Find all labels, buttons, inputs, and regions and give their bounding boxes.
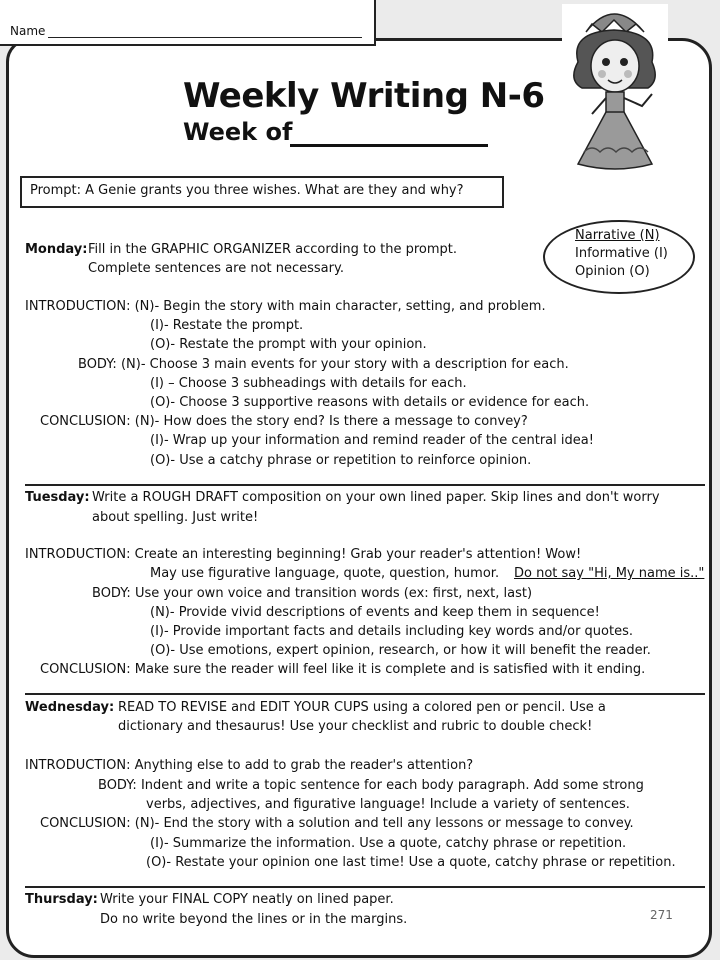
wednesday-row-1: INTRODUCTION: Anything else to add to grab the reader's attention? (25, 758, 474, 773)
week-of-label: Week of (183, 118, 293, 146)
wednesday-row-5: (I)- Summarize the information. Use a quote, catchy phrase or repetition. (150, 836, 627, 851)
tuesday-underlined-note: Do not say "Hi, My name is.." (514, 566, 705, 581)
wednesday-row-3: verbs, adjectives, and figurative language! Include a variety of sentences. (146, 797, 630, 812)
week-of-line[interactable] (290, 144, 488, 147)
prompt-box (20, 176, 504, 208)
wednesday-row-4: CONCLUSION: (N)- End the story with a solution and tell any lessons or message to convey. (40, 816, 634, 831)
name-label: Name (10, 24, 46, 38)
thursday-line-2: Do no write beyond the lines or in the margins. (100, 912, 408, 927)
writing-type-legend (543, 220, 695, 294)
page-title: Weekly Writing N-6 (183, 76, 545, 116)
wednesday-line-2: dictionary and thesaurus! Use your checklist and rubric to double check! (118, 719, 593, 734)
tuesday-row-1: INTRODUCTION: Create an interesting beginning! Grab your reader's attention! Wow! (25, 547, 582, 562)
monday-row-5: (I) – Choose 3 subheadings with details for each. (150, 376, 467, 391)
monday-row-1: INTRODUCTION: (N)- Begin the story with main character, setting, and problem. (25, 299, 546, 314)
wednesday-row-2: BODY: Indent and write a topic sentence for each body paragraph. Add some strong (98, 778, 644, 793)
divider (25, 693, 705, 695)
monday-row-7: CONCLUSION: (N)- How does the story end? Is there a message to convey? (40, 414, 528, 429)
tuesday-line-1: Write a ROUGH DRAFT composition on your own lined paper. Skip lines and don't worry (92, 490, 660, 505)
monday-row-8: (I)- Wrap up your information and remind reader of the central idea! (150, 433, 594, 448)
wednesday-label: Wednesday: (25, 700, 115, 715)
page-number: 271 (650, 908, 673, 922)
divider (25, 886, 705, 888)
name-box (0, 0, 376, 46)
tuesday-row-6: (O)- Use emotions, expert opinion, research, or how it will benefit the reader. (150, 643, 651, 658)
monday-row-4: BODY: (N)- Choose 3 main events for your story with a description for each. (78, 357, 569, 372)
legend-informative: Informative (I) (575, 246, 668, 261)
monday-row-6: (O)- Choose 3 supportive reasons with details or evidence for each. (150, 395, 590, 410)
divider (25, 484, 705, 486)
wednesday-row-6: (O)- Restate your opinion one last time! Use a quote, catchy phrase or repetition. (146, 855, 676, 870)
legend-narrative: Narrative (N) (575, 228, 660, 243)
thursday-label: Thursday: (25, 892, 98, 907)
monday-row-3: (O)- Restate the prompt with your opinion. (150, 337, 427, 352)
monday-line-1: Fill in the GRAPHIC ORGANIZER according to the prompt. (88, 242, 458, 257)
tuesday-row-3: BODY: Use your own voice and transition words (ex: first, next, last) (92, 586, 533, 601)
monday-line-2: Complete sentences are not necessary. (88, 261, 344, 276)
genie-girl-illustration (556, 2, 674, 172)
tuesday-label: Tuesday: (25, 490, 90, 505)
tuesday-row-7: CONCLUSION: Make sure the reader will feel like it is complete and is satisfied with it ending. (40, 662, 646, 677)
monday-label: Monday: (25, 242, 88, 257)
tuesday-line-2: about spelling. Just write! (92, 510, 259, 525)
thursday-line-1: Write your FINAL COPY neatly on lined paper. (100, 892, 394, 907)
legend-opinion: Opinion (O) (575, 264, 650, 279)
tuesday-row-2: May use figurative language, quote, question, humor. (150, 566, 500, 581)
name-line[interactable] (48, 37, 362, 38)
wednesday-line-1: READ TO REVISE and EDIT YOUR CUPS using a colored pen or pencil. Use a (118, 700, 606, 715)
tuesday-row-5: (I)- Provide important facts and details including key words and/or quotes. (150, 624, 633, 639)
monday-row-2: (I)- Restate the prompt. (150, 318, 304, 333)
tuesday-row-4: (N)- Provide vivid descriptions of events and keep them in sequence! (150, 605, 600, 620)
monday-row-9: (O)- Use a catchy phrase or repetition to reinforce opinion. (150, 453, 532, 468)
prompt-text: Prompt: A Genie grants you three wishes. What are they and why? (30, 183, 464, 198)
